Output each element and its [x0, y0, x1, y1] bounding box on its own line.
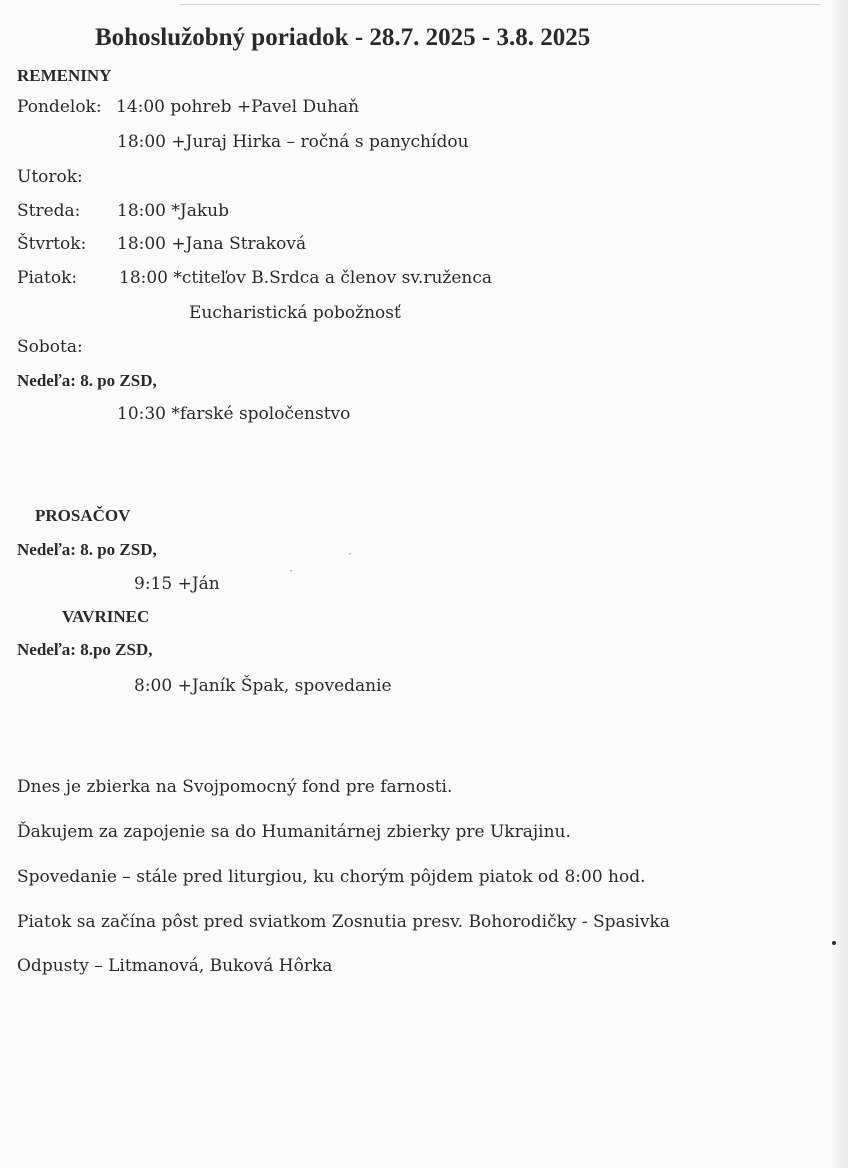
day-label-pondelok: Pondelok:	[17, 97, 102, 117]
section-heading-vavrinec: VAVRINEC	[62, 607, 150, 626]
scan-speck: ·	[348, 547, 352, 561]
scan-speck: ·	[289, 564, 293, 578]
service-entry: 14:00 pohreb +Pavel Duhaň	[116, 97, 360, 117]
announcement: Piatok sa začína pôst pred sviatkom Zosnutia presv. Bohorodičky - Spasivka	[17, 912, 670, 932]
service-entry: 18:00 *ctiteľov B.Srdca a členov sv.ruženca	[119, 268, 493, 288]
section-heading-remeniny: REMENINY	[17, 66, 112, 85]
announcement: Ďakujem za zapojenie sa do Humanitárnej zbierky pre Ukrajinu.	[17, 822, 571, 842]
service-entry: 9:15 +Ján	[134, 574, 220, 594]
day-label-streda: Streda:	[17, 201, 81, 221]
service-entry: 10:30 *farské spoločenstvo	[117, 404, 351, 424]
sunday-label-vavrinec: Nedeľa: 8.po ZSD,	[17, 640, 153, 659]
service-entry: 8:00 +Janík Špak, spovedanie	[134, 676, 392, 696]
page-title: Bohoslužobný poriadok - 28.7. 2025 - 3.8. 2025	[95, 24, 591, 51]
day-label-piatok: Piatok:	[17, 268, 78, 288]
day-label-sobota: Sobota:	[17, 337, 83, 357]
scan-edge	[830, 0, 848, 1168]
scan-line	[180, 4, 820, 5]
scan-dot	[832, 941, 836, 945]
sunday-label-prosacov: Nedeľa: 8. po ZSD,	[17, 540, 157, 559]
service-entry: 18:00 +Jana Straková	[117, 234, 307, 254]
day-label-utorok: Utorok:	[17, 167, 83, 187]
announcement: Odpusty – Litmanová, Buková Hôrka	[17, 956, 333, 976]
announcement: Spovedanie – stále pred liturgiou, ku chorým pôjdem piatok od 8:00 hod.	[17, 867, 646, 887]
service-entry: 18:00 +Juraj Hirka – ročná s panychídou	[117, 132, 469, 152]
service-entry: Eucharistická pobožnosť	[189, 303, 401, 323]
section-heading-prosacov: PROSAČOV	[35, 506, 131, 525]
sunday-label-remeniny: Nedeľa: 8. po ZSD,	[17, 371, 157, 390]
service-entry: 18:00 *Jakub	[117, 201, 229, 221]
day-label-stvrtok: Štvrtok:	[17, 234, 87, 254]
announcement: Dnes je zbierka na Svojpomocný fond pre farnosti.	[17, 777, 453, 797]
